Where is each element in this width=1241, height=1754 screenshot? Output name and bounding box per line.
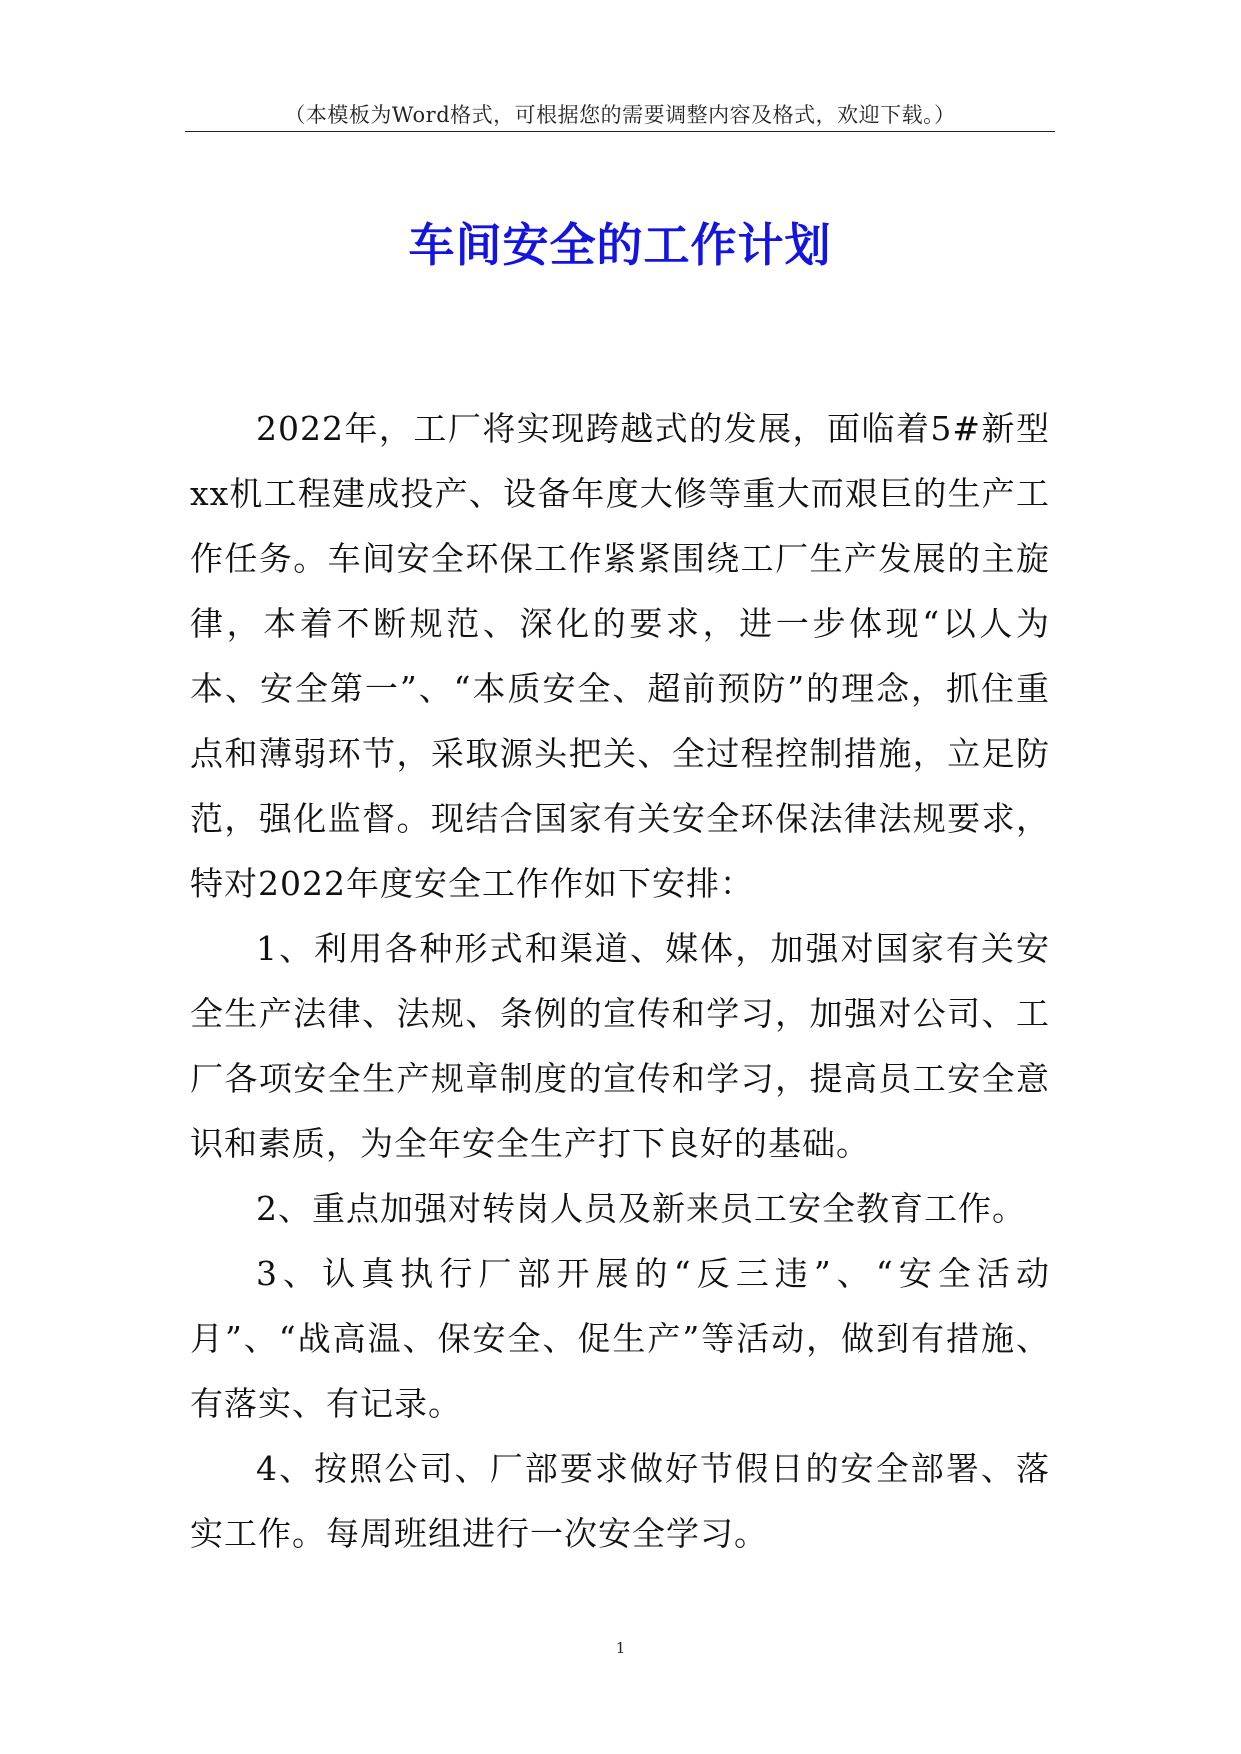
item-paragraph-2: 2、重点加强对转岗人员及新来员工安全教育工作。 [256, 1189, 1026, 1228]
item-paragraph-4: 4、按照公司、厂部要求做好节假日的安全部署、落实工作。每周班组进行一次安全学习。 [190, 1449, 1050, 1553]
document-title: 车间安全的工作计划 [408, 218, 832, 272]
item-paragraph-1: 1、利用各种形式和渠道、媒体，加强对国家有关安全生产法律、法规、条例的宣传和学习，加强对公司、工厂各项安全生产规章制度的宣传和学习，提高员工安全意识和素质，为全年安全生产打下良好的基础。 [190, 929, 1050, 1163]
intro-paragraph: 2022年，工厂将实现跨越式的发展，面临着5#新型xx机工程建成投产、设备年度大修等重大而艰巨的生产工作任务。车间安全环保工作紧紧围绕工厂生产发展的主旋律，本着不断规范、深化的要求，进一步体现“以人为本、安全第一”、“本质安全、超前预防”的理念，抓住重点和薄弱环节，采取源头把关、全过程控制措施，立足防范，强化监督。现结合国家有关安全环保法律法规要求，特对2022年度安全工作作如下安排： [190, 409, 1050, 903]
item-paragraph-3: 3、认真执行厂部开展的“反三违”、“安全活动月”、“战高温、保安全、促生产”等活动，做到有措施、有落实、有记录。 [190, 1254, 1050, 1423]
document-body [190, 396, 1050, 1566]
header-divider [185, 131, 1055, 132]
header-note: （本模板为Word格式，可根据您的需要调整内容及格式，欢迎下载。） [284, 103, 956, 127]
page-number: 1 [615, 1639, 626, 1657]
